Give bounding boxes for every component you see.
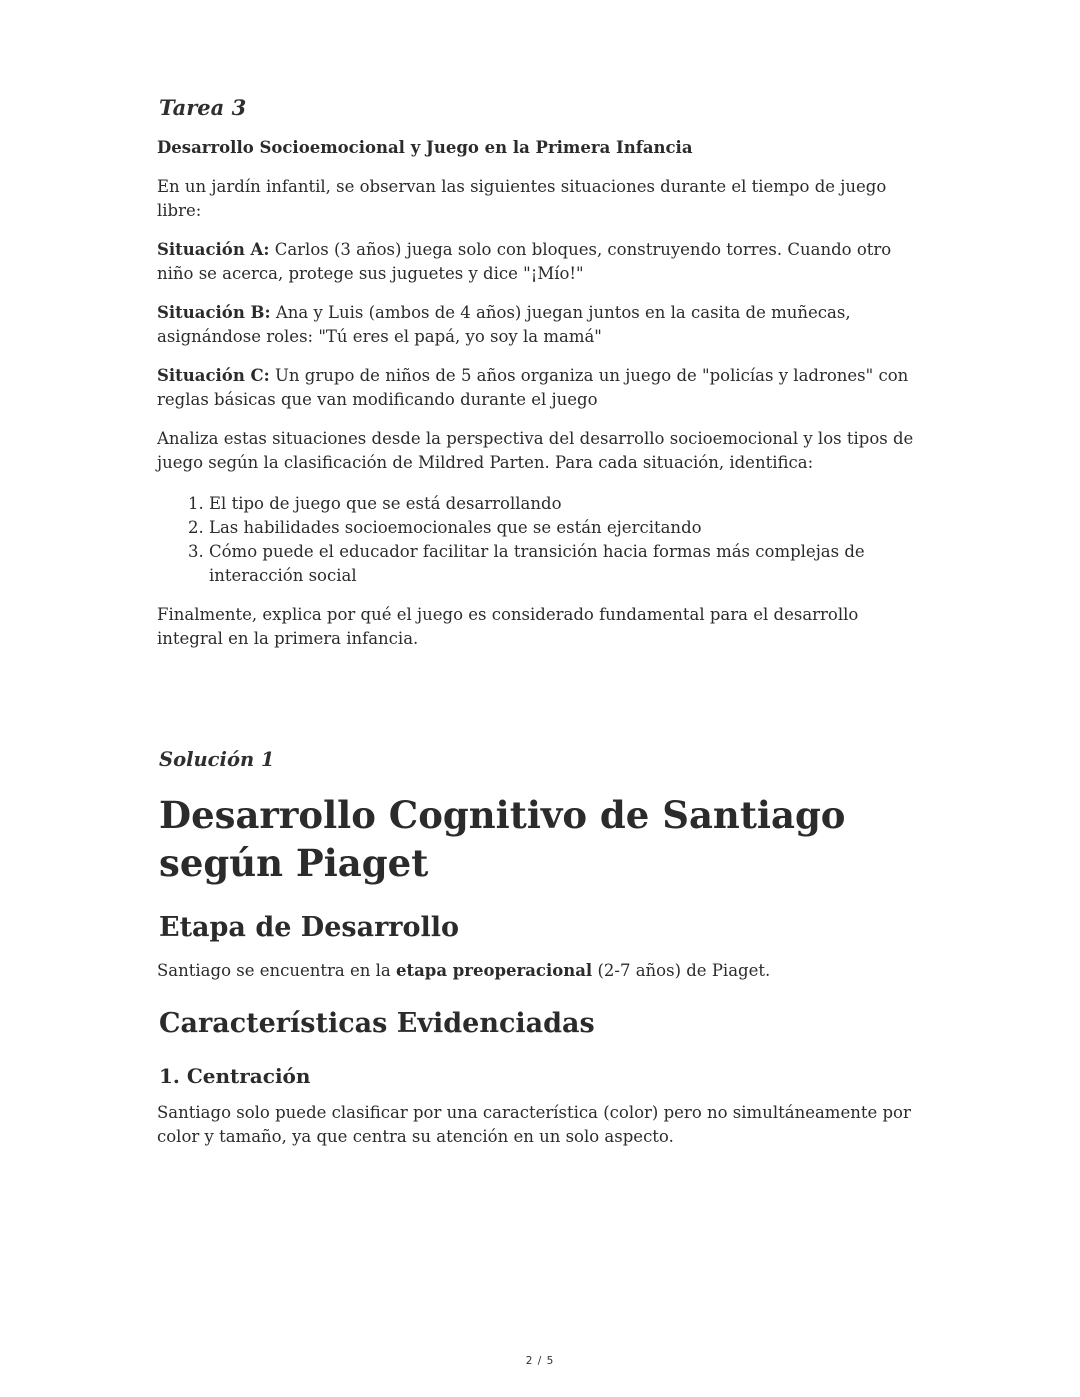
task-closing: Finalmente, explica por qué el juego es considerado fundamental para el desarrollo integral en la primera infancia. (157, 605, 859, 648)
solution-title: Desarrollo Cognitivo de Santiago según Piaget (159, 793, 846, 885)
list-item: 3. Cómo puede el educador facilitar la transición hacia formas más complejas de interacción social (209, 540, 927, 588)
stage-text (157, 959, 927, 983)
list-item: 2. Las habilidades socioemocionales que se están ejercitando (209, 516, 927, 540)
situation-c-label: Situación C: (157, 366, 270, 385)
stage-text-suffix: (2-7 años) de Piaget. (592, 961, 771, 980)
page-indicator: 2 / 5 (525, 1355, 555, 1367)
situation-a-text: Carlos (3 años) juega solo con bloques, construyendo torres. Cuando otro niño se acerca, protege sus juguetes y dice "¡Mío!" (157, 240, 892, 283)
situation-a (157, 238, 927, 286)
stage-heading: Etapa de Desarrollo (159, 912, 460, 943)
task-analysis: Analiza estas situaciones desde la perspectiva del desarrollo socioemocional y los tipos de juego según la clasificación de Mildred Parten. Para cada situación, identifica: (157, 429, 914, 472)
situation-a-label: Situación A: (157, 240, 270, 259)
centration-text: Santiago solo puede clasificar por una característica (color) pero no simultáneamente por color y tamaño, ya que centra su atención en un solo aspecto. (157, 1103, 911, 1146)
centration-heading: 1. Centración (159, 1064, 311, 1088)
list-item: 1. El tipo de juego que se está desarrollando (209, 492, 927, 516)
situation-b-label: Situación B: (157, 303, 271, 322)
section-spacer (157, 651, 927, 745)
situation-b (157, 301, 927, 349)
task-subtitle: Desarrollo Socioemocional y Juego en la Primera Infancia (157, 138, 693, 157)
task-label: Tarea 3 (159, 95, 247, 120)
stage-text-prefix: Santiago se encuentra en la (157, 961, 396, 980)
stage-text-bold: etapa preoperacional (395, 961, 593, 980)
page-content (157, 92, 927, 1149)
situation-b-text: Ana y Luis (ambos de 4 años) juegan juntos en la casita de muñecas, asignándose roles: "Tú eres el papá, yo soy la mamá" (157, 303, 851, 346)
solution-label: Solución 1 (159, 748, 275, 771)
features-heading: Características Evidenciadas (159, 1008, 595, 1039)
task-intro: En un jardín infantil, se observan las siguientes situaciones durante el tiempo de juego libre: (157, 177, 887, 220)
situation-c-text: Un grupo de niños de 5 años organiza un juego de "policías y ladrones" con reglas básicas que van modificando durante el juego (157, 366, 909, 409)
situation-c (157, 364, 927, 412)
task-list (157, 492, 927, 588)
